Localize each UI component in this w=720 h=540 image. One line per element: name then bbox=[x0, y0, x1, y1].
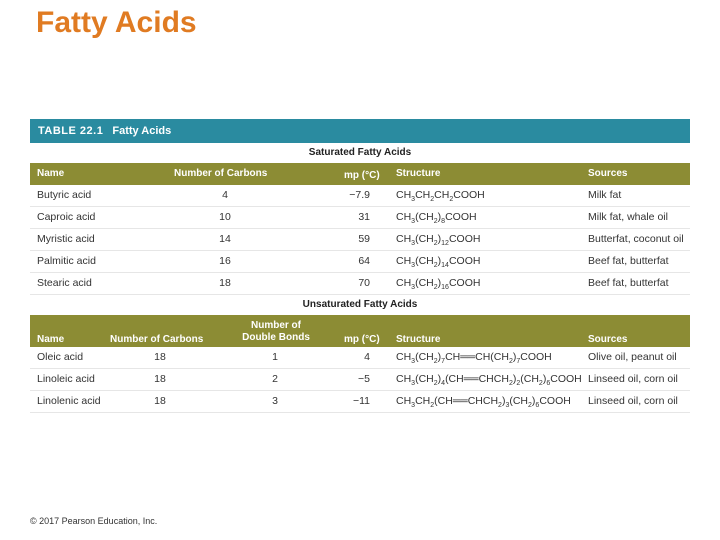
cell-double-bonds: 1 bbox=[272, 351, 278, 363]
cell-carbons: 18 bbox=[154, 351, 166, 363]
cell-name: Butyric acid bbox=[37, 189, 92, 201]
header-double-bonds-line1: Number of bbox=[251, 320, 301, 331]
fatty-acids-table bbox=[30, 119, 690, 413]
cell-structure: $CH_3(CH_2)_{14}COOH$ bbox=[396, 255, 481, 270]
cell-double-bonds: 2 bbox=[272, 373, 278, 385]
cell-carbons: 18 bbox=[219, 277, 231, 289]
cell-name: Stearic acid bbox=[37, 277, 92, 289]
cell-double-bonds: 3 bbox=[272, 395, 278, 407]
cell-structure: $CH_3(CH_2)_7CH══CH(CH_2)_7COOH$ bbox=[396, 351, 552, 366]
header-carbons: Number of Carbons bbox=[174, 168, 268, 179]
saturated-column-headers bbox=[30, 163, 690, 185]
cell-mp: 64 bbox=[358, 255, 370, 267]
cell-sources: Milk fat, whale oil bbox=[588, 211, 668, 223]
table-caption-bar bbox=[30, 119, 690, 143]
cell-mp: 59 bbox=[358, 233, 370, 245]
cell-mp: −7.9 bbox=[349, 189, 370, 201]
table-row bbox=[30, 347, 690, 369]
cell-name: Palmitic acid bbox=[37, 255, 96, 267]
cell-mp: 31 bbox=[358, 211, 370, 223]
cell-mp: 70 bbox=[358, 277, 370, 289]
cell-structure: $CH_3(CH_2)_{12}COOH$ bbox=[396, 233, 481, 248]
table-caption: Fatty Acids bbox=[112, 125, 172, 137]
cell-sources: Milk fat bbox=[588, 189, 622, 201]
cell-name: Linoleic acid bbox=[37, 373, 95, 385]
header-sources: Sources bbox=[588, 168, 628, 179]
copyright-footer: © 2017 Pearson Education, Inc. bbox=[30, 516, 158, 526]
header-carbons: Number of Carbons bbox=[110, 334, 204, 345]
cell-name: Linolenic acid bbox=[37, 395, 101, 407]
header-double-bonds-line2: Double Bonds bbox=[242, 332, 310, 343]
header-structure: Structure bbox=[396, 334, 441, 345]
cell-mp: −11 bbox=[352, 395, 370, 407]
cell-structure: $CH_3CH_2CH_2COOH$ bbox=[396, 189, 485, 204]
header-structure: Structure bbox=[396, 168, 441, 179]
cell-sources: Butterfat, coconut oil bbox=[588, 233, 684, 245]
table-label: TABLE 22.1 bbox=[38, 125, 104, 137]
cell-structure: $CH_3(CH_2)_{16}COOH$ bbox=[396, 277, 481, 292]
slide-title: Fatty Acids bbox=[36, 6, 197, 39]
table-row bbox=[30, 273, 690, 295]
cell-carbons: 10 bbox=[219, 211, 231, 223]
cell-carbons: 4 bbox=[222, 189, 228, 201]
cell-structure: $CH_3CH_2(CH══CHCH_2)_3(CH_2)_6COOH$ bbox=[396, 395, 571, 410]
table-row bbox=[30, 391, 690, 413]
cell-sources: Olive oil, peanut oil bbox=[588, 351, 677, 363]
table-row bbox=[30, 185, 690, 207]
cell-structure: $CH_3(CH_2)_8COOH$ bbox=[396, 211, 477, 226]
cell-name: Caproic acid bbox=[37, 211, 96, 223]
header-mp: mp (°C) bbox=[344, 334, 380, 345]
unsaturated-column-headers bbox=[30, 315, 690, 347]
cell-carbons: 18 bbox=[154, 373, 166, 385]
cell-name: Oleic acid bbox=[37, 351, 84, 363]
table-row bbox=[30, 251, 690, 273]
unsaturated-section-title: Unsaturated Fatty Acids bbox=[302, 299, 418, 310]
cell-sources: Linseed oil, corn oil bbox=[588, 373, 678, 385]
cell-carbons: 14 bbox=[219, 233, 231, 245]
header-name: Name bbox=[37, 334, 65, 345]
saturated-rows bbox=[30, 185, 690, 295]
cell-mp: −5 bbox=[358, 373, 370, 385]
table-row bbox=[30, 207, 690, 229]
table-row bbox=[30, 369, 690, 391]
cell-sources: Beef fat, butterfat bbox=[588, 255, 669, 267]
header-mp: mp (°C) bbox=[344, 170, 380, 181]
header-sources: Sources bbox=[588, 334, 628, 345]
cell-carbons: 18 bbox=[154, 395, 166, 407]
cell-structure: $CH_3(CH_2)_4(CH══CHCH_2)_2(CH_2)_6COOH$ bbox=[396, 373, 582, 388]
cell-mp: 4 bbox=[364, 351, 370, 363]
saturated-section-title: Saturated Fatty Acids bbox=[308, 147, 412, 158]
cell-sources: Linseed oil, corn oil bbox=[588, 395, 678, 407]
unsaturated-rows bbox=[30, 347, 690, 413]
cell-carbons: 16 bbox=[219, 255, 231, 267]
cell-sources: Beef fat, butterfat bbox=[588, 277, 669, 289]
header-name: Name bbox=[37, 168, 65, 179]
cell-name: Myristic acid bbox=[37, 233, 95, 245]
table-row bbox=[30, 229, 690, 251]
